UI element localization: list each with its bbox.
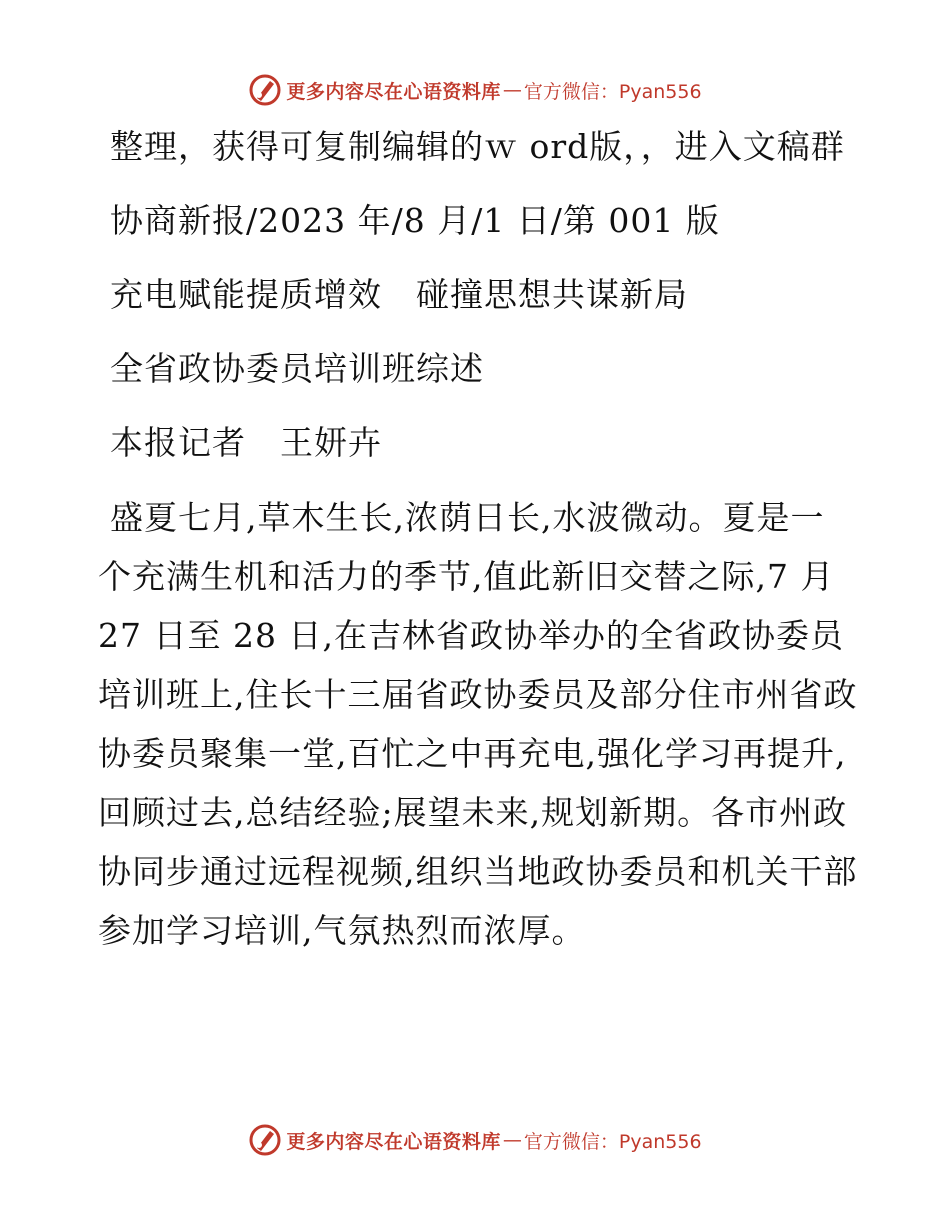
intro-line: 整理，获得可复制编辑的ｗ ord版，，进入文稿群 [110, 127, 845, 166]
document-body [98, 118, 858, 976]
banner-main-text: 更多内容尽在心语资料库 [286, 80, 501, 103]
banner-wechat-text: 官方微信：Pyan556 [523, 1130, 702, 1153]
banner-dash: — [502, 1129, 522, 1151]
footer-watermark-banner [0, 1118, 950, 1162]
pen-logo-icon [248, 73, 282, 107]
body-paragraph: 盛夏七月,草木生长,浓荫日长,水波微动。夏是一个充满生机和活力的季节,值此新旧交替之际,7 月 27 日至 28 日,在吉林省政协举办的全省政协委员培训班上,住长十三届省政协委员及部分住市州省政协委员聚集一堂,百忙之中再充电,强化学习再提升,回顾过去,总结经验;展望未来,规划新期。各市州政协同步通过远程视频,组织当地政协委员和机关干部参加学习培训,气氛热烈而浓厚。 [98, 498, 858, 950]
header-watermark-banner [0, 68, 950, 112]
article-title: 充电赋能提质增效 碰撞思想共谋新局 [110, 275, 688, 314]
byline: 本报记者 王妍卉 [110, 423, 382, 462]
banner-dash: — [502, 79, 522, 101]
source-line: 协商新报/2023 年/8 月/1 日/第 001 版 [110, 201, 720, 240]
banner-wechat-text: 官方微信：Pyan556 [523, 80, 702, 103]
article-subtitle: 全省政协委员培训班综述 [110, 349, 484, 388]
pen-logo-icon [248, 1123, 282, 1157]
banner-main-text: 更多内容尽在心语资料库 [286, 1130, 501, 1153]
